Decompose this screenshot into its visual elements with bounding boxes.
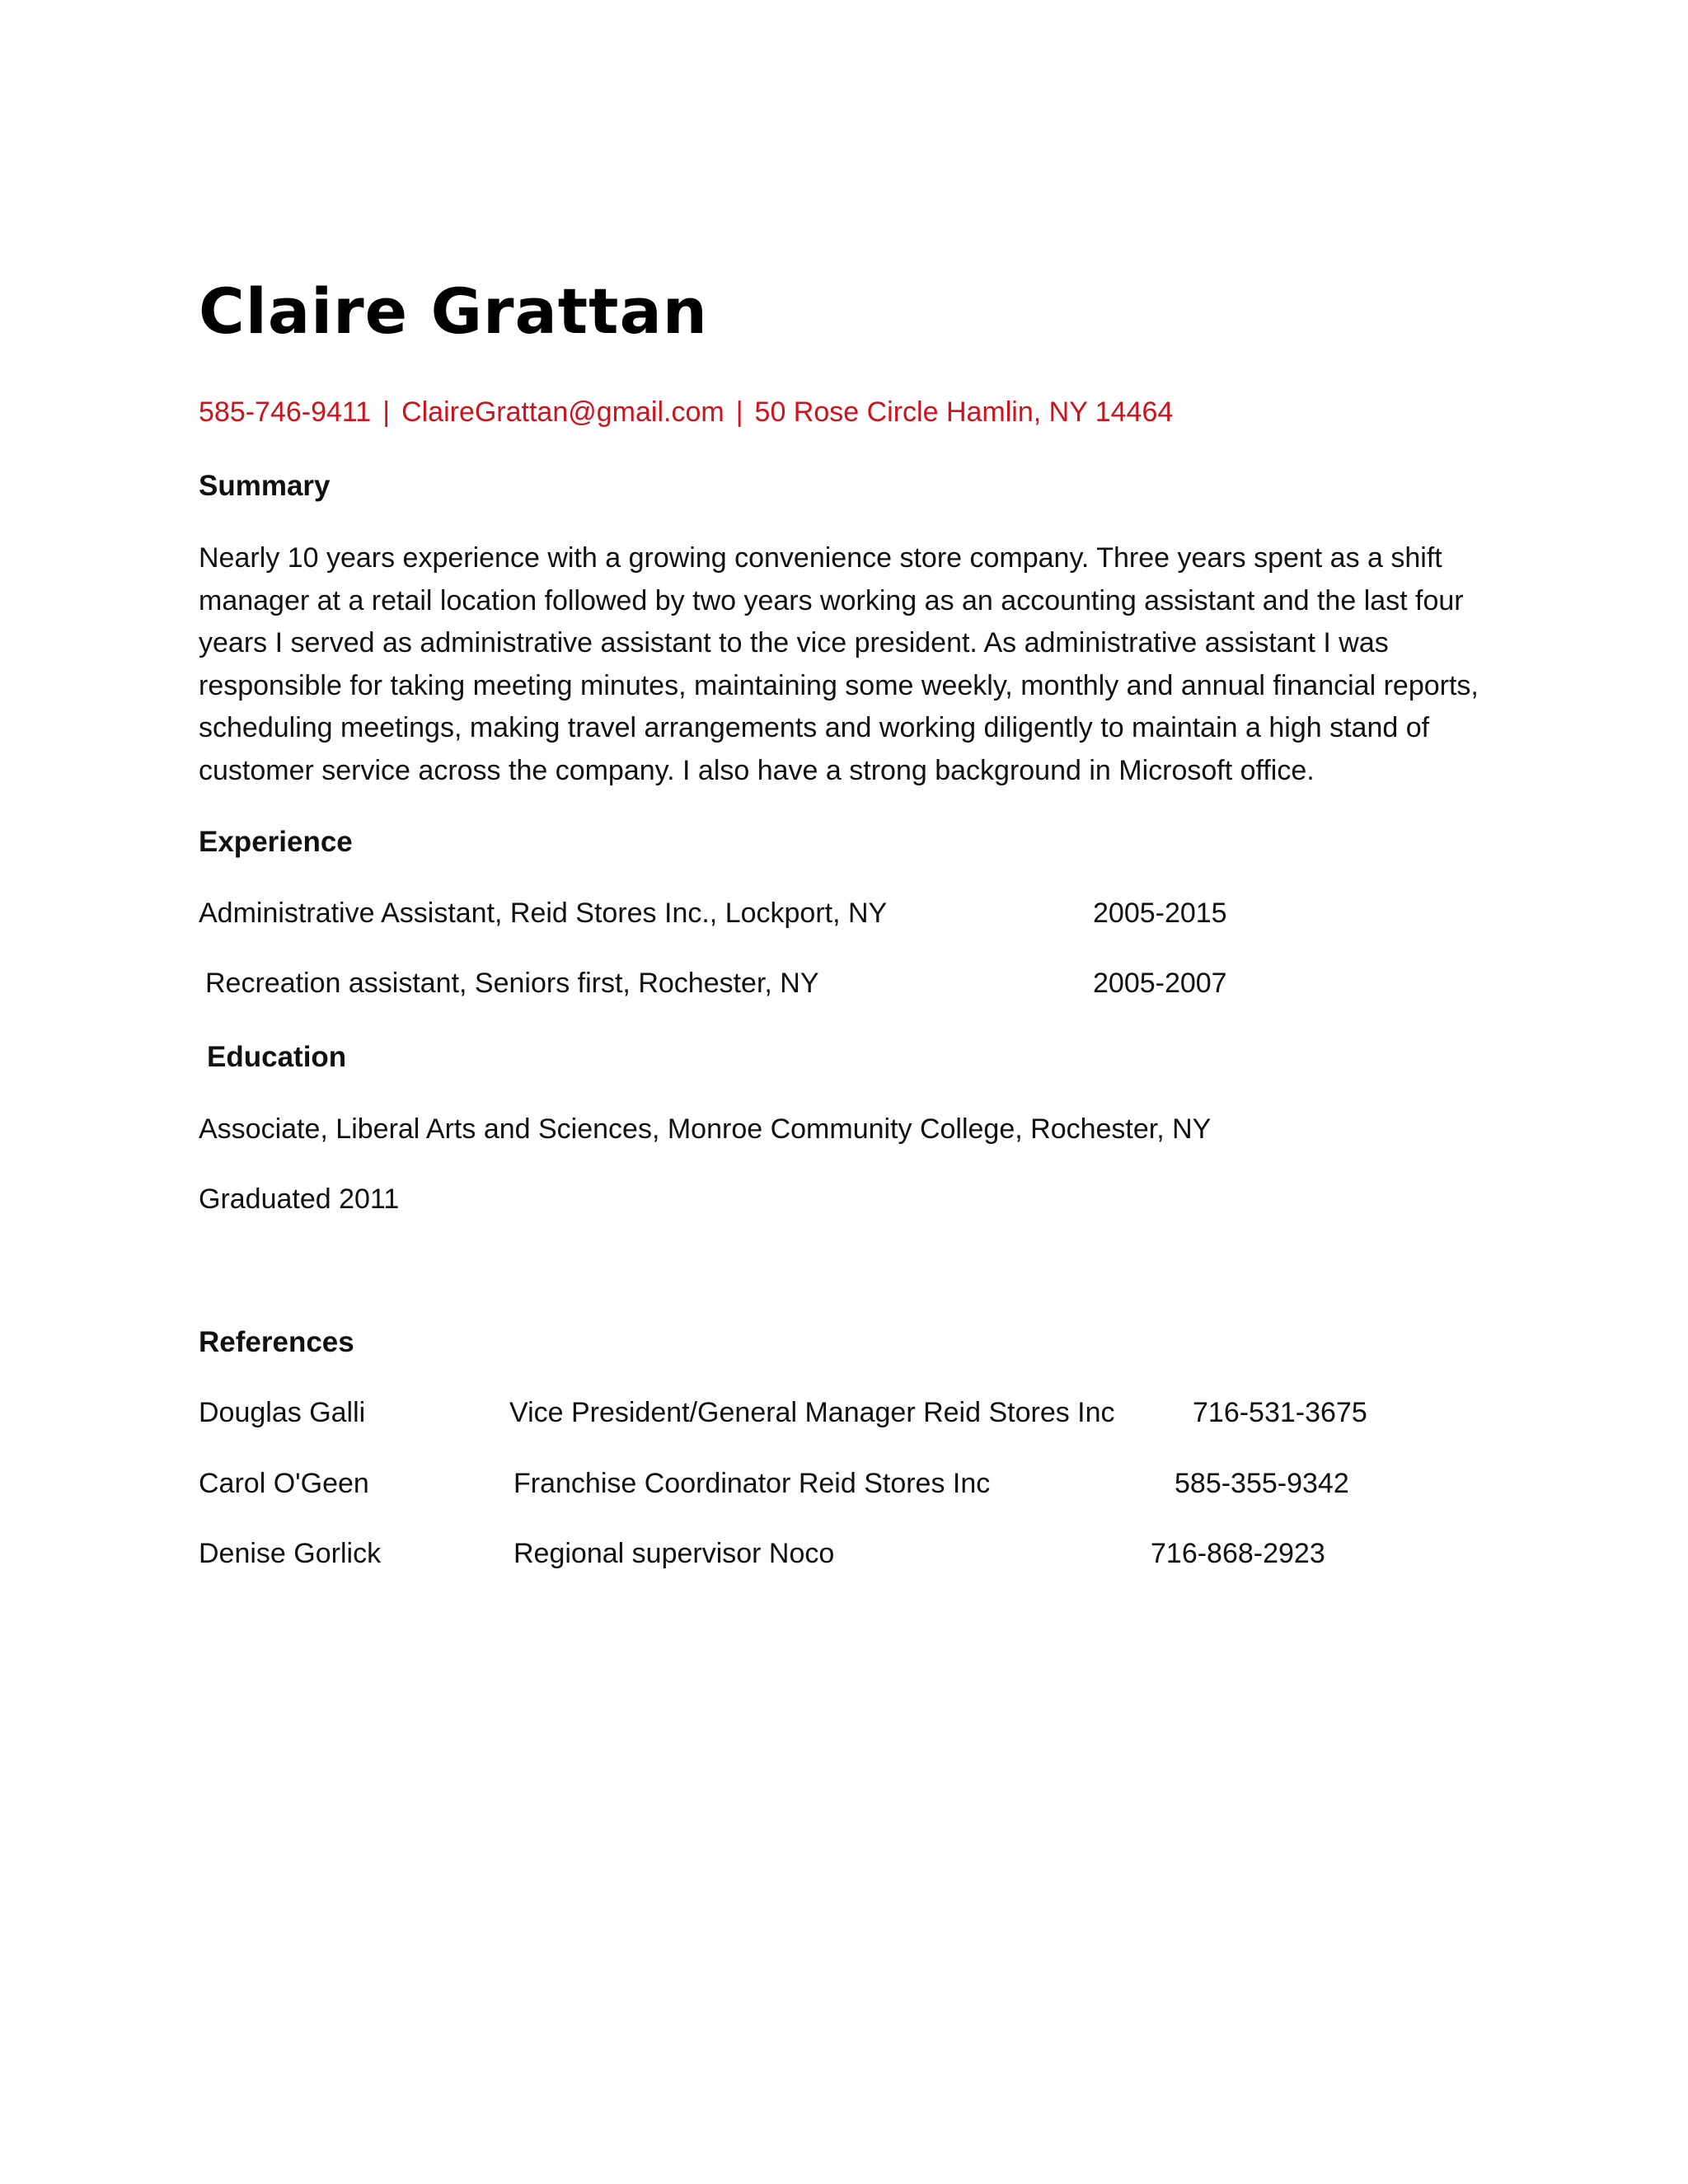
summary-line: years I served as administrative assistant to the vice president. As administrative assistant I was xyxy=(199,627,1389,658)
reference-phone: 716-868-2923 xyxy=(1151,1538,1325,1569)
reference-role: Regional supervisor Noco xyxy=(513,1538,835,1569)
contact-email[interactable]: ClaireGrattan@gmail.com xyxy=(401,396,724,428)
reference-role: Franchise Coordinator Reid Stores Inc xyxy=(513,1468,991,1499)
reference-name: Douglas Galli xyxy=(199,1397,366,1428)
experience-heading: Experience xyxy=(199,826,353,858)
contact-phone: 585-746-9411 xyxy=(199,396,372,428)
contact-separator: | xyxy=(735,396,743,428)
experience-title: Administrative Assistant, Reid Stores Inc., Lockport, NY xyxy=(199,898,888,929)
references-heading: References xyxy=(199,1326,354,1358)
summary-line: scheduling meetings, making travel arrangements and working diligently to maintain a high stand of xyxy=(199,712,1430,743)
reference-name: Denise Gorlick xyxy=(199,1538,382,1569)
contact-separator: | xyxy=(382,396,391,428)
reference-name: Carol O'Geen xyxy=(199,1468,369,1499)
experience-title: Recreation assistant, Seniors first, Rochester, NY xyxy=(205,968,819,999)
experience-years: 2005-2007 xyxy=(1093,968,1227,999)
candidate-name: Claire Grattan xyxy=(199,274,708,348)
education-heading: Education xyxy=(207,1041,347,1073)
reference-phone: 585-355-9342 xyxy=(1175,1468,1349,1499)
summary-line: responsible for taking meeting minutes, maintaining some weekly, monthly and annual financial reports, xyxy=(199,669,1479,701)
education-degree: Associate, Liberal Arts and Sciences, Monroe Community College, Rochester, NY xyxy=(199,1113,1212,1145)
experience-years: 2005-2015 xyxy=(1093,898,1227,929)
reference-role: Vice President/General Manager Reid Stores Inc xyxy=(509,1397,1115,1428)
reference-phone: 716-531-3675 xyxy=(1193,1397,1367,1428)
summary-line: manager at a retail location followed by two years working as an accounting assistant and the last four xyxy=(199,584,1464,616)
summary-paragraph xyxy=(199,537,1501,792)
education-graduated: Graduated 2011 xyxy=(199,1183,400,1215)
contact-line xyxy=(199,392,1173,432)
summary-line: Nearly 10 years experience with a growing convenience store company. Three years spent as a shift xyxy=(199,542,1442,574)
contact-address: 50 Rose Circle Hamlin, NY 14464 xyxy=(754,396,1174,428)
summary-heading: Summary xyxy=(199,470,331,502)
summary-line: customer service across the company. I also have a strong background in Microsoft office. xyxy=(199,754,1315,786)
